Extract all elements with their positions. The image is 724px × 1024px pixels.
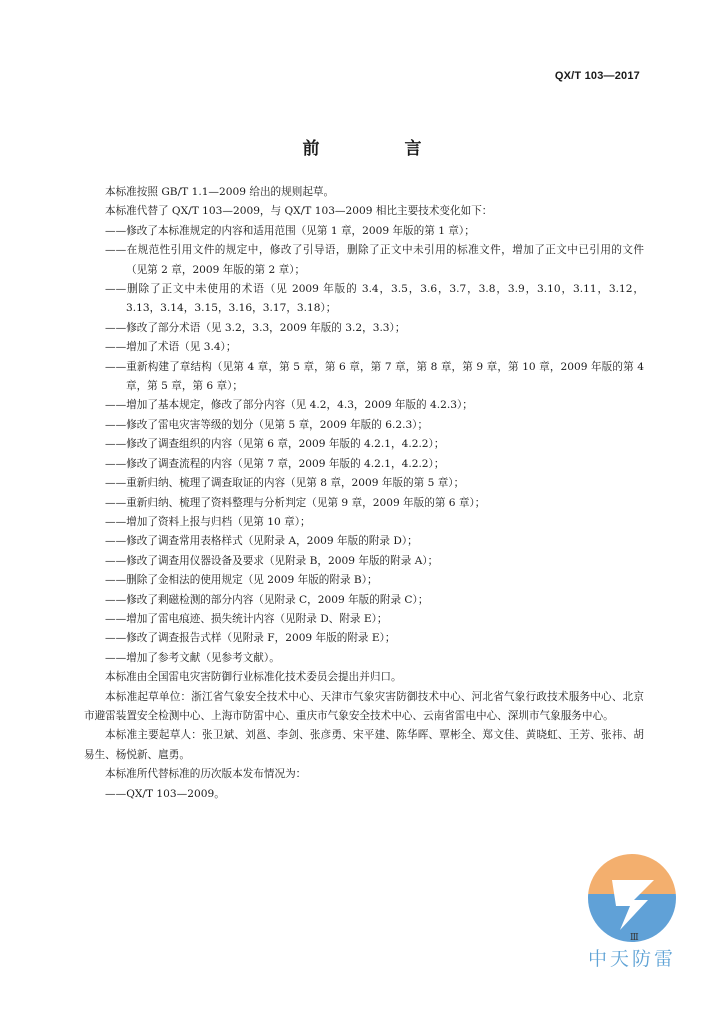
paragraph: 本标准代替了 QX/T 103—2009，与 QX/T 103—2009 相比主要技术变化如下： (105, 205, 493, 218)
paragraph: 本标准按照 GB/T 1.1—2009 给出的规则起草。 (105, 186, 335, 198)
change-item: ——增加了雷电痕迹、损失统计内容（见附录 D、附录 E）； (105, 612, 388, 625)
change-item: ——删除了正文中未使用的术语（见 2009 年版的 3.4，3.5，3.6，3.7，3.8，3.9，3.10，3.11，3.12，3.13，3.14，3.15，3.16，3.17，3.18）； (105, 283, 644, 315)
change-item: ——修改了雷电灾害等级的划分（见第 5 章，2009 年版的 6.2.3）； (105, 418, 429, 431)
change-item: ——增加了资料上报与归档（见第 10 章）； (105, 515, 311, 528)
change-item: ——增加了参考文献（见参考文献）。 (105, 651, 280, 664)
change-item: ——修改了调查常用表格样式（见附录 A，2009 年版的附录 D）； (105, 535, 418, 548)
change-item: ——修改了剩磁检测的部分内容（见附录 C，2009 年版的附录 C）； (105, 593, 429, 606)
page-title: 前 言 (302, 139, 456, 159)
page-number: Ⅲ (630, 933, 639, 943)
change-item: ——修改了调查组织的内容（见第 6 章，2009 年版的 4.2.1，4.2.2）； (105, 438, 445, 451)
change-item: ——QX/T 103—2009。 (105, 787, 225, 800)
paragraph: 本标准所代替标准的历次版本发布情况为： (105, 768, 307, 781)
change-item: ——修改了调查用仪器设备及要求（见附录 B，2009 年版的附录 A）； (105, 554, 439, 567)
change-item: ——修改了调查流程的内容（见第 7 章，2009 年版的 4.2.1，4.2.2）； (105, 457, 445, 470)
change-item: ——删除了金相法的使用规定（见 2009 年版的附录 B）； (105, 574, 378, 587)
paragraph: 本标准主要起草人：张卫斌、刘邕、李剑、张彦勇、宋平建、陈华晖、覃彬全、郑文佳、黄晓虹、王芳、张祎、胡易生、杨悦新、扈勇。 (84, 729, 644, 761)
zhongtian-logo-icon (582, 850, 682, 1000)
paragraph: 本标准由全国雷电灾害防御行业标准化技术委员会提出并归口。 (105, 671, 402, 684)
change-item: ——修改了部分术语（见 3.2，3.3，2009 年版的 3.2，3.3）； (105, 321, 406, 334)
change-item: ——重新归纳、梳理了资料整理与分析判定（见第 9 章，2009 年版的第 6 章）； (105, 496, 486, 509)
change-item: ——重新归纳、梳理了调查取证的内容（见第 8 章，2009 年版的第 5 章）； (105, 477, 465, 490)
change-item: ——重新构建了章结构（见第 4 章，第 5 章，第 6 章，第 7 章，第 8 章，第 9 章，第 10 章，2009 年版的第 4 章，第 5 章，第 6 章）； (105, 360, 644, 393)
change-item: ——在规范性引用文件的规定中，修改了引导语，删除了正文中未引用的标准文件，增加了正文中已引用的文件（见第 2 章，2009 年版的第 2 章）； (105, 244, 644, 276)
preface-body (84, 183, 644, 804)
change-item: ——增加了基本规定，修改了部分内容（见 4.2，4.3，2009 年版的 4.2.3）； (105, 399, 473, 412)
change-item: ——修改了本标准规定的内容和适用范围（见第 1 章，2009 年版的第 1 章）； (105, 224, 475, 237)
change-item: ——增加了术语（见 3.4）； (105, 341, 237, 354)
paragraph: 本标准起草单位：浙江省气象安全技术中心、天津市气象灾害防御技术中心、河北省气象行政技术服务中心、北京市避雷装置安全检测中心、上海市防雷中心、重庆市气象安全技术中心、云南省雷电中心、深圳市气象服务中心。 (84, 690, 644, 722)
watermark-text: 中天防雷 (587, 948, 676, 970)
standard-number: QX/T 103—2017 (554, 70, 640, 82)
change-item: ——修改了调查报告式样（见附录 F，2009 年版的附录 E）； (105, 632, 396, 645)
